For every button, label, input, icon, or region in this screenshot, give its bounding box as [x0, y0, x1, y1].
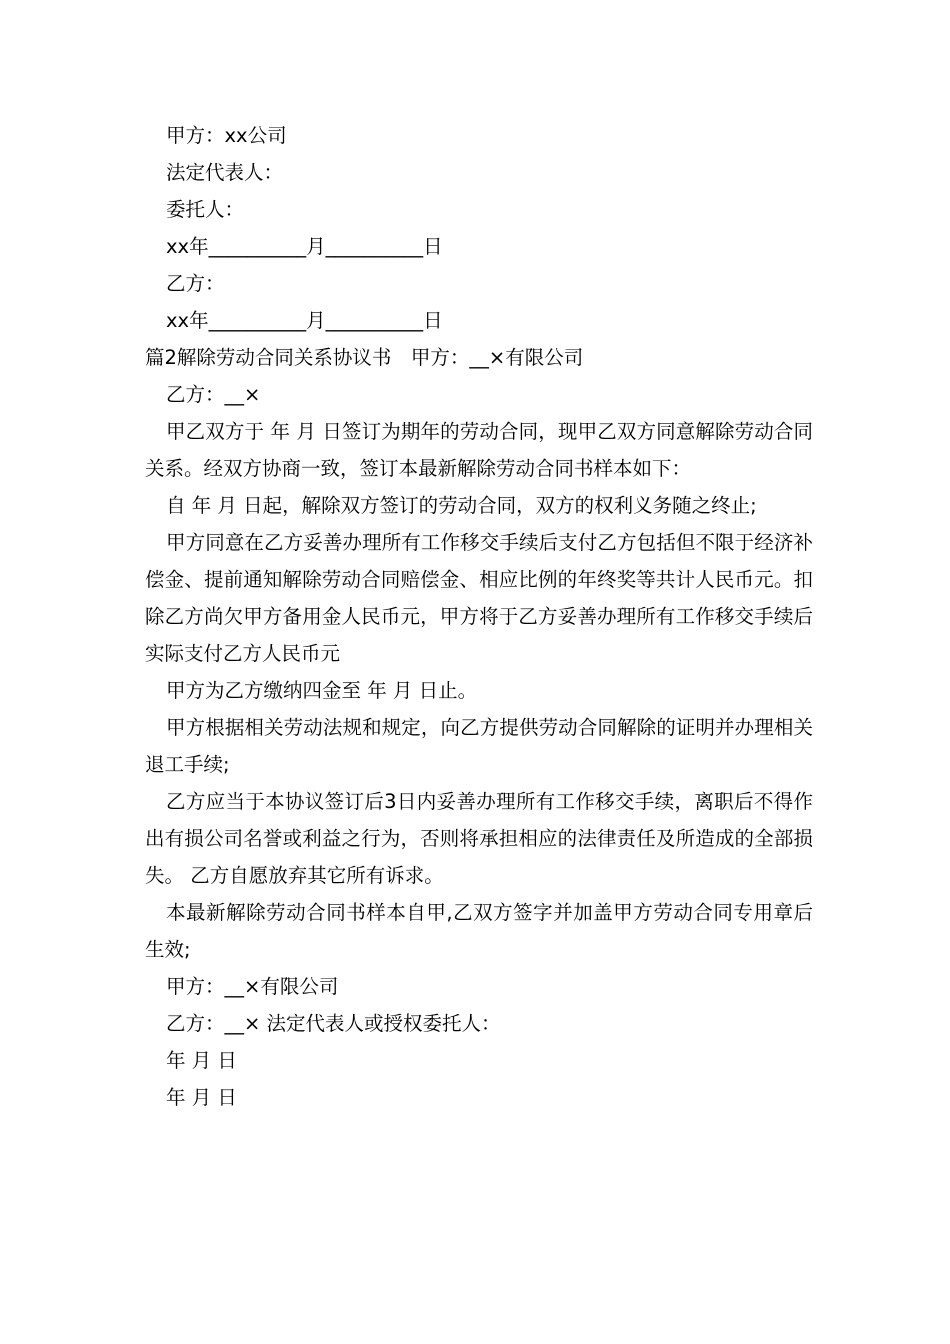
signature-party-a: 甲方：__×有限公司 — [166, 975, 339, 998]
party-a-line: 甲方：xx公司 — [166, 124, 287, 147]
paragraph: 乙方应当于本协议签订后3日内妥善办理所有工作移交手续，离职后不得作出有损公司名誉或利益之行为，否则将承担相应的法律责任及所造成的全部损失。 乙方自愿放弃其它所有诉求。 — [145, 790, 813, 887]
entrusted-person-line: 委托人： — [166, 198, 245, 221]
paragraph: 甲方为乙方缴纳四金至 年 月 日止。 — [166, 679, 478, 702]
party-b-line: 乙方：__× — [166, 383, 261, 406]
paragraph: 甲方根据相关劳动法规和规定，向乙方提供劳动合同解除的证明并办理相关退工手续; — [145, 716, 813, 776]
document-body — [145, 117, 813, 1116]
paragraph: 甲乙双方于 年 月 日签订为期年的劳动合同，现甲乙双方同意解除劳动合同关系。经双方协商一致，签订本最新解除劳动合同书样本如下： — [145, 420, 813, 480]
legal-representative-line: 法定代表人： — [166, 161, 284, 184]
signature-date: 年 月 日 — [166, 1086, 237, 1109]
section-heading: 篇2解除劳动合同关系协议书 甲方：__×有限公司 — [145, 346, 584, 369]
paragraph: 自 年 月 日起，解除双方签订的劳动合同，双方的权利义务随之终止; — [166, 494, 757, 517]
paragraph: 本最新解除劳动合同书样本自甲,乙双方签字并加盖甲方劳动合同专用章后生效; — [145, 901, 813, 961]
paragraph: 甲方同意在乙方妥善办理所有工作移交手续后支付乙方包括但不限于经济补偿金、提前通知解除劳动合同赔偿金、相应比例的年终奖等共计人民币元。扣除乙方尚欠甲方备用金人民币元，甲方将于乙方妥善办理所有工作移交手续后实际支付乙方人民币元 — [145, 531, 813, 665]
date-line: xx年__________月__________日 — [166, 309, 443, 332]
signature-party-b: 乙方：__× 法定代表人或授权委托人： — [166, 1012, 501, 1035]
party-b-line: 乙方： — [166, 272, 225, 295]
signature-date: 年 月 日 — [166, 1049, 237, 1072]
date-line: xx年__________月__________日 — [166, 235, 443, 258]
